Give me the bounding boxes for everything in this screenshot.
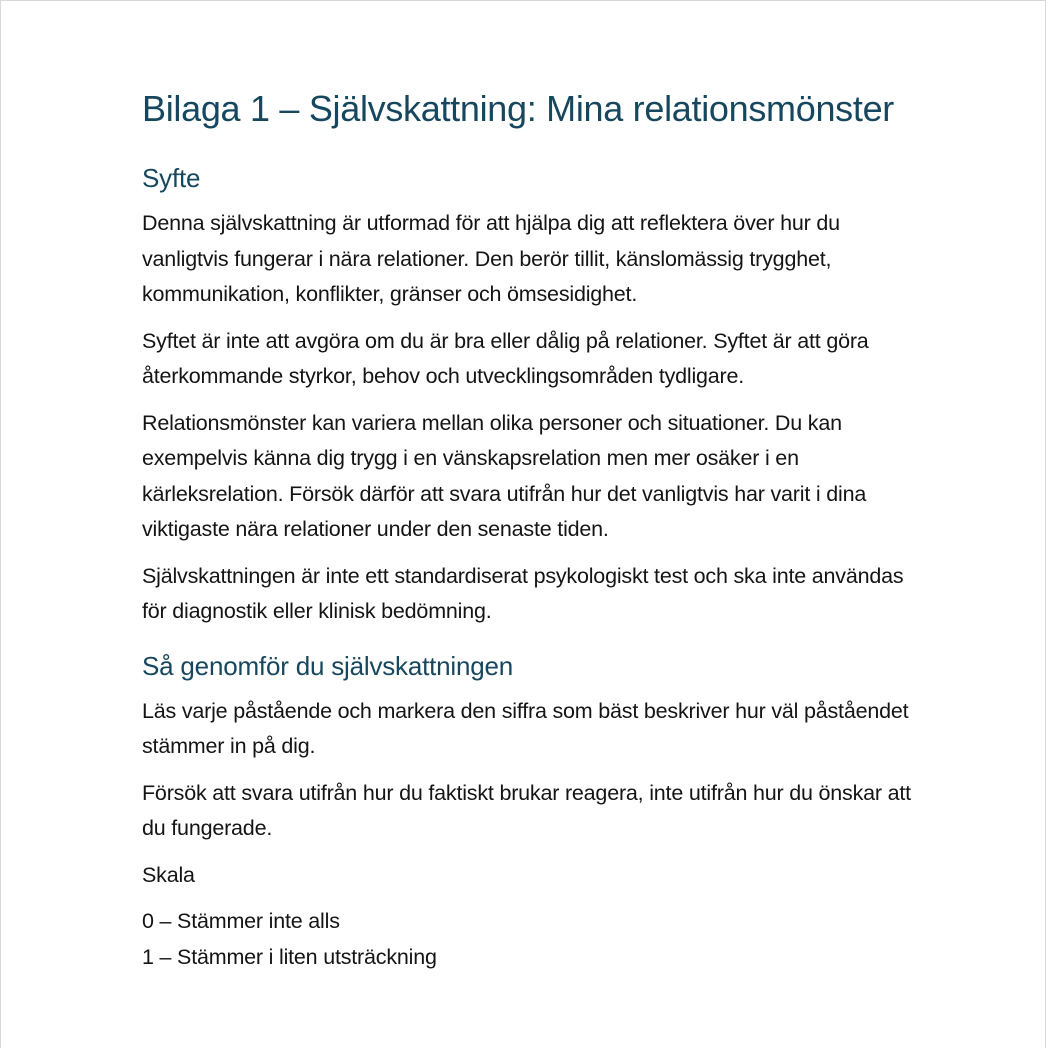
document-content (142, 79, 922, 975)
paragraph: Självskattningen är inte ett standardiserat psykologiskt test och ska inte användas för diagnostik eller klinisk bedömning. (142, 563, 904, 623)
scale-item: 0 – Stämmer inte alls (142, 909, 340, 933)
paragraph: Läs varje påstående och markera den siffra som bäst beskriver hur väl påståendet stämmer in på dig. (142, 698, 909, 758)
section-heading-howto: Så genomför du självskattningen (142, 650, 514, 681)
scale-label: Skala (142, 862, 195, 887)
section-heading-purpose: Syfte (142, 163, 201, 193)
paragraph: Syftet är inte att avgöra om du är bra eller dålig på relationer. Syftet är att göra återkommande styrkor, behov och utvecklingsområden tydligare. (142, 328, 869, 388)
scale-item: 1 – Stämmer i liten utsträckning (142, 944, 437, 969)
document-title: Bilaga 1 – Självskattning: Mina relationsmönster (142, 88, 894, 129)
scale-list (142, 904, 922, 975)
paragraph: Relationsmönster kan variera mellan olika personer och situationer. Du kan exempelvis känna dig trygg i en vänskapsrelation men mer osäker i en kärleksrelation. Försök därför att svara utifrån hur det vanligtvis har varit i dina viktigaste nära relationer under den senaste tiden. (142, 410, 867, 541)
paragraph: Försök att svara utifrån hur du faktiskt brukar reagera, inte utifrån hur du önskar att du fungerade. (142, 780, 911, 840)
paragraph: Denna självskattning är utformad för att hjälpa dig att reflektera över hur du vanligtvis fungerar i nära relationer. Den berör tillit, känslomässig trygghet, kommunikation, konflikter, gränser och ömsesidighet. (142, 211, 840, 306)
